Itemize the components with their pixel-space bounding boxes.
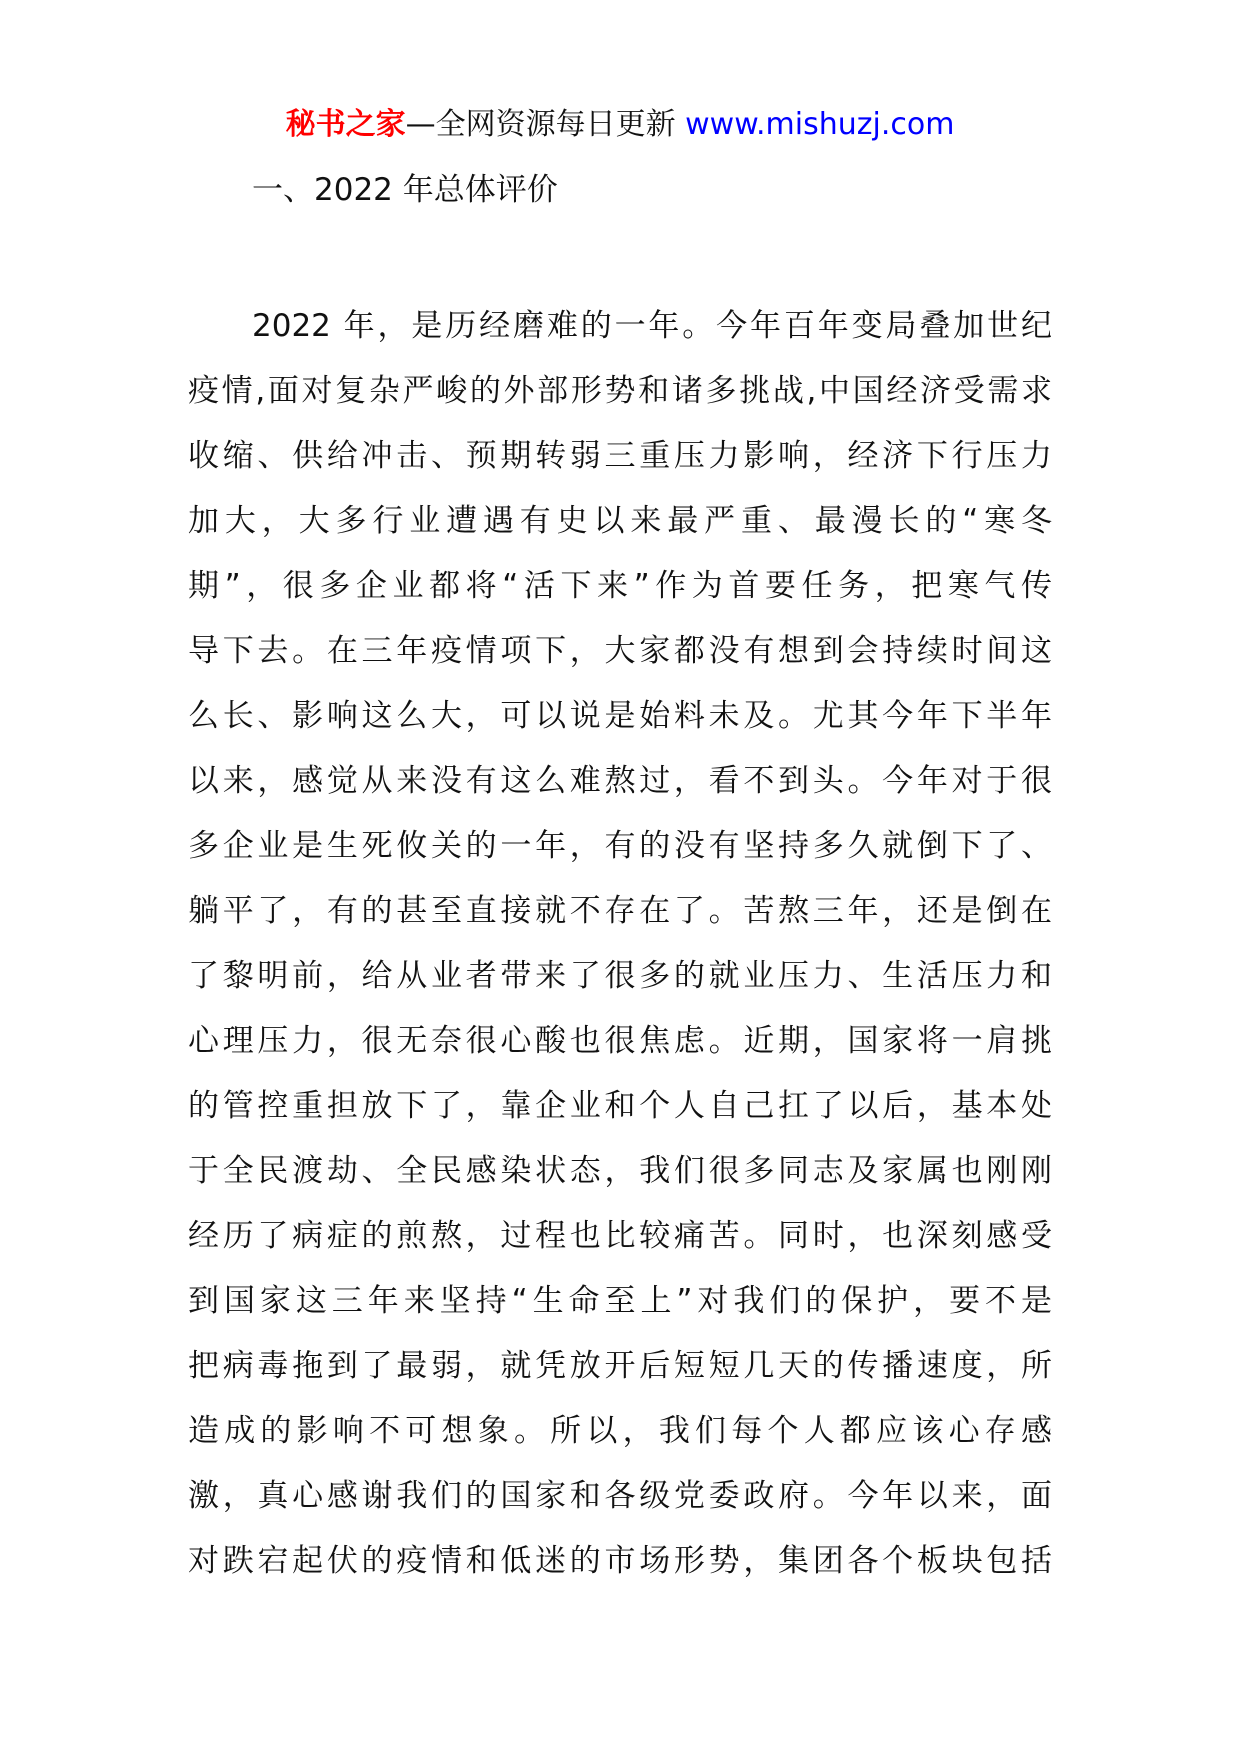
paragraph-line: 么长、影响这么大，可以说是始料未及。尤其今年下半年 bbox=[188, 698, 1052, 734]
paragraph-line: 躺平了，有的甚至直接就不存在了。苦熬三年，还是倒在 bbox=[188, 893, 1052, 929]
paragraph-line: 激，真心感谢我们的国家和各级党委政府。今年以来，面 bbox=[188, 1478, 1052, 1514]
paragraph-line: 以来，感觉从来没有这么难熬过，看不到头。今年对于很 bbox=[188, 763, 1052, 799]
paragraph-line: 到国家这三年来坚持“生命至上”对我们的保护，要不是 bbox=[188, 1283, 1052, 1319]
brand-name: 秘书之家 bbox=[285, 107, 406, 142]
section-heading: 一、2022 年总体评价 bbox=[252, 172, 558, 208]
body-paragraph bbox=[188, 294, 1052, 1594]
paragraph-line: 导下去。在三年疫情项下，大家都没有想到会持续时间这 bbox=[188, 633, 1052, 669]
paragraph-line: 期”，很多企业都将“活下来”作为首要任务，把寒气传 bbox=[188, 568, 1052, 604]
paragraph-line: 2022 年，是历经磨难的一年。今年百年变局叠加世纪 bbox=[252, 308, 1052, 344]
paragraph-line: 收缩、供给冲击、预期转弱三重压力影响，经济下行压力 bbox=[188, 438, 1052, 474]
paragraph-line: 疫情,面对复杂严峻的外部形势和诸多挑战,中国经济受需求 bbox=[188, 373, 1052, 409]
website-link[interactable]: www.mishuzj.com bbox=[685, 107, 955, 142]
paragraph-line: 经历了病症的煎熬，过程也比较痛苦。同时，也深刻感受 bbox=[188, 1218, 1052, 1254]
paragraph-line: 造成的影响不可想象。所以，我们每个人都应该心存感 bbox=[188, 1413, 1052, 1449]
paragraph-line: 的管控重担放下了，靠企业和个人自己扛了以后，基本处 bbox=[188, 1088, 1052, 1124]
paragraph-line: 把病毒拖到了最弱，就凭放开后短短几天的传播速度，所 bbox=[188, 1348, 1052, 1384]
paragraph-line: 心理压力，很无奈很心酸也很焦虑。近期，国家将一肩挑 bbox=[188, 1023, 1052, 1059]
paragraph-line: 于全民渡劫、全民感染状态，我们很多同志及家属也刚刚 bbox=[188, 1153, 1052, 1189]
header-slogan: —全网资源每日更新 bbox=[405, 107, 686, 142]
paragraph-line: 对跌宕起伏的疫情和低迷的市场形势，集团各个板块包括 bbox=[188, 1543, 1052, 1579]
paragraph-line: 多企业是生死攸关的一年，有的没有坚持多久就倒下了、 bbox=[188, 828, 1052, 864]
paragraph-line: 了黎明前，给从业者带来了很多的就业压力、生活压力和 bbox=[188, 958, 1052, 994]
paragraph-line: 加大，大多行业遭遇有史以来最严重、最漫长的“寒冬 bbox=[188, 503, 1052, 539]
page-header bbox=[0, 103, 1240, 147]
